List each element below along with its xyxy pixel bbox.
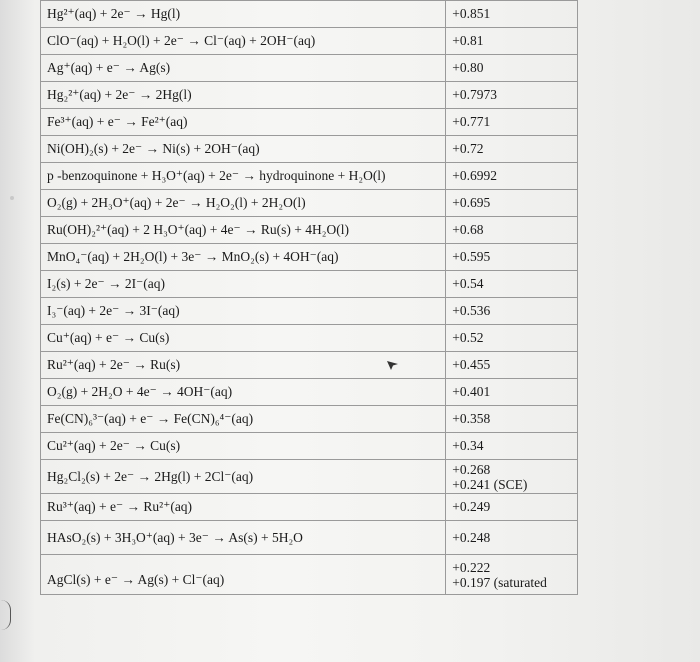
reaction-cell: AgCl(s) + e⁻ → Ag(s) + Cl⁻(aq)	[41, 555, 446, 595]
potential-cell: +0.6992	[446, 163, 578, 190]
reaction-cell: ClO⁻(aq) + H₂O(l) + 2e⁻ → Cl⁻(aq) + 2OH⁻(aq)	[41, 28, 446, 55]
reaction-cell: Hg²⁺(aq) + 2e⁻ → Hg(l)	[41, 1, 446, 28]
table-row	[41, 55, 578, 82]
table-row	[41, 217, 578, 244]
reaction-cell: O₂(g) + 2H₂O + 4e⁻ → 4OH⁻(aq)	[41, 379, 446, 406]
reaction-cell: HAsO₂(s) + 3H₃O⁺(aq) + 3e⁻ → As(s) + 5H₂O	[41, 521, 446, 555]
reaction-cell: Cu²⁺(aq) + 2e⁻ → Cu(s)	[41, 433, 446, 460]
table-row	[41, 298, 578, 325]
potential-cell	[446, 460, 578, 494]
table-row	[41, 379, 578, 406]
reaction-cell: Fe³⁺(aq) + e⁻ → Fe²⁺(aq)	[41, 109, 446, 136]
reaction-cell: I₃⁻(aq) + 2e⁻ → 3I⁻(aq)	[41, 298, 446, 325]
potential-cell: +0.695	[446, 190, 578, 217]
reaction-cell: Fe(CN)₆³⁻(aq) + e⁻ → Fe(CN)₆⁴⁻(aq)	[41, 406, 446, 433]
table-row	[41, 460, 578, 494]
table-row	[41, 109, 578, 136]
potential-cell: +0.358	[446, 406, 578, 433]
potential-cell: +0.81	[446, 28, 578, 55]
reaction-cell: Hg₂²⁺(aq) + 2e⁻ → 2Hg(l)	[41, 82, 446, 109]
potential-cell: +0.54	[446, 271, 578, 298]
table-row	[41, 352, 578, 379]
potential-cell: +0.7973	[446, 82, 578, 109]
table-row	[41, 521, 578, 555]
table-row	[41, 28, 578, 55]
reduction-potentials-table	[40, 0, 578, 595]
table-row	[41, 1, 578, 28]
reaction-cell: Cu⁺(aq) + e⁻ → Cu(s)	[41, 325, 446, 352]
table-row	[41, 406, 578, 433]
potential-cell: +0.68	[446, 217, 578, 244]
mouse-cursor-icon	[386, 357, 400, 371]
paper-speck	[10, 196, 14, 200]
potential-value-saturated: +0.197 (saturated	[452, 574, 547, 590]
potential-cell: +0.851	[446, 1, 578, 28]
potential-value: +0.268	[452, 461, 491, 477]
reaction-cell: I₂(s) + 2e⁻ → 2I⁻(aq)	[41, 271, 446, 298]
reaction-cell: O₂(g) + 2H₃O⁺(aq) + 2e⁻ → H₂O₂(l) + 2H₂O(l)	[41, 190, 446, 217]
reaction-cell: Ru²⁺(aq) + 2e⁻ → Ru(s)	[41, 352, 446, 379]
reaction-cell: Hg₂Cl₂(s) + 2e⁻ → 2Hg(l) + 2Cl⁻(aq)	[41, 460, 446, 494]
table-row	[41, 494, 578, 521]
potential-cell: +0.249	[446, 494, 578, 521]
potential-cell: +0.455	[446, 352, 578, 379]
potential-value-sce: +0.241 (SCE)	[452, 476, 528, 492]
table-row	[41, 136, 578, 163]
potential-cell: +0.536	[446, 298, 578, 325]
potential-cell: +0.52	[446, 325, 578, 352]
paper-edge-curl	[0, 600, 11, 630]
table-row	[41, 433, 578, 460]
table-row	[41, 555, 578, 595]
potential-cell: +0.401	[446, 379, 578, 406]
potential-cell: +0.72	[446, 136, 578, 163]
reaction-cell: Ag⁺(aq) + e⁻ → Ag(s)	[41, 55, 446, 82]
potential-cell: +0.248	[446, 521, 578, 555]
reaction-cell: p -benzoquinone + H₃O⁺(aq) + 2e⁻ → hydroquinone + H₂O(l)	[41, 163, 446, 190]
table-row	[41, 190, 578, 217]
potential-cell: +0.771	[446, 109, 578, 136]
potential-cell	[446, 555, 578, 595]
table-row	[41, 163, 578, 190]
reaction-cell: Ni(OH)₂(s) + 2e⁻ → Ni(s) + 2OH⁻(aq)	[41, 136, 446, 163]
reaction-cell: MnO₄⁻(aq) + 2H₂O(l) + 3e⁻ → MnO₂(s) + 4OH⁻(aq)	[41, 244, 446, 271]
potential-cell: +0.80	[446, 55, 578, 82]
reaction-cell: Ru(OH)₂²⁺(aq) + 2 H₃O⁺(aq) + 4e⁻ → Ru(s) + 4H₂O(l)	[41, 217, 446, 244]
table-row	[41, 244, 578, 271]
table-row	[41, 271, 578, 298]
potential-value: +0.222	[452, 559, 491, 575]
potential-cell: +0.34	[446, 433, 578, 460]
potential-cell: +0.595	[446, 244, 578, 271]
reaction-cell: Ru³⁺(aq) + e⁻ → Ru²⁺(aq)	[41, 494, 446, 521]
table-row	[41, 325, 578, 352]
table-row	[41, 82, 578, 109]
